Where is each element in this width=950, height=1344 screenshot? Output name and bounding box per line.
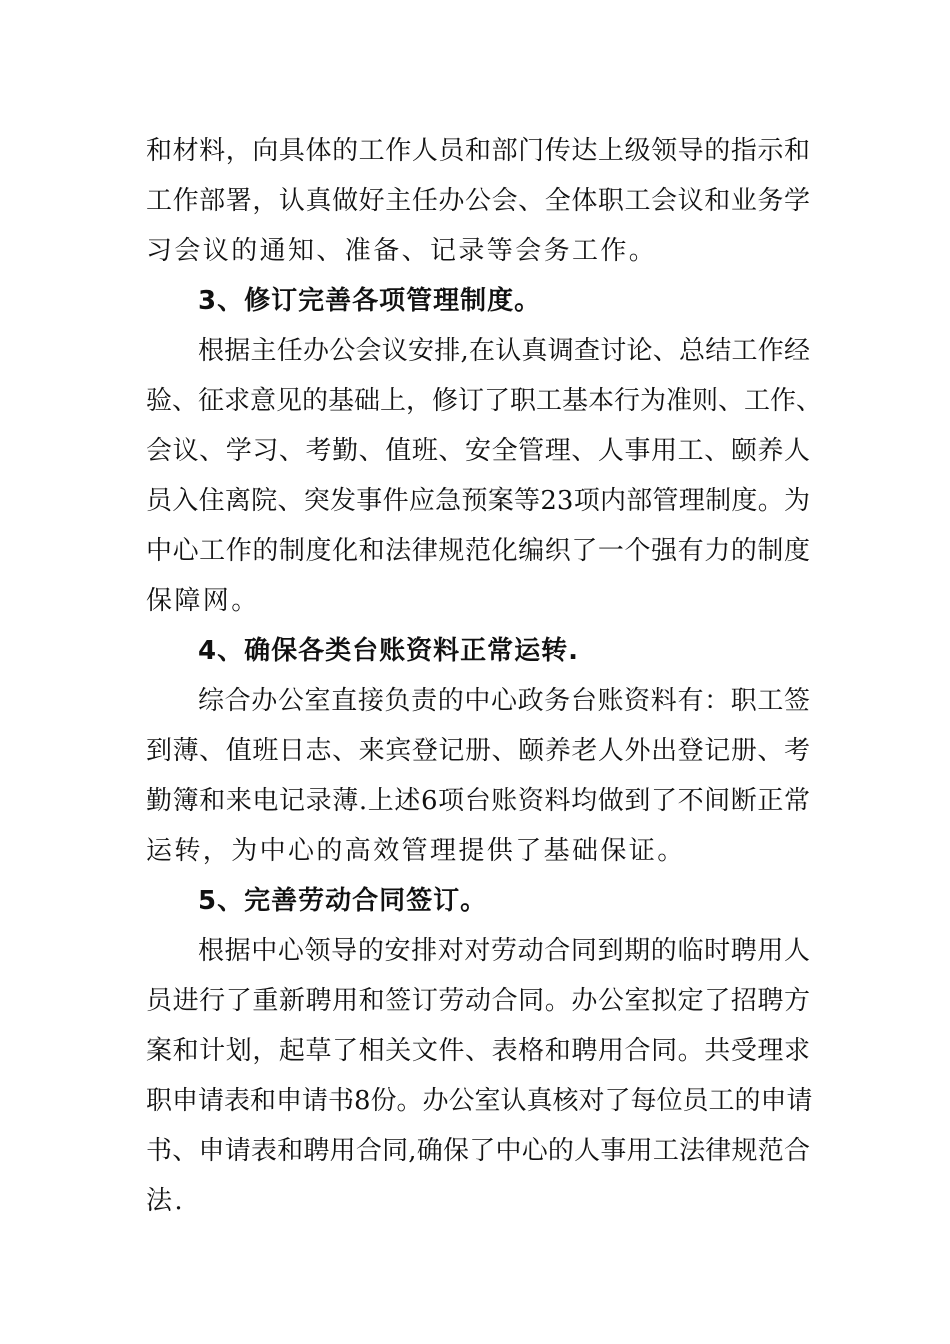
- text-line: 书、申请表和聘用合同,确保了中心的人事用工法律规范合: [146, 1136, 810, 1166]
- section-heading-4: 4、确保各类台账资料正常运转.: [198, 636, 579, 666]
- section-heading-5: 5、完善劳动合同签订。: [198, 886, 488, 916]
- text-line: 员入住离院、突发事件应急预案等23项内部管理制度。为: [146, 486, 810, 516]
- text-line: 验、征求意见的基础上，修订了职工基本行为准则、工作、: [146, 386, 823, 416]
- text-line: 和材料，向具体的工作人员和部门传达上级领导的指示和: [146, 136, 810, 166]
- text-line: 勤簿和来电记录薄.上述6项台账资料均做到了不间断正常: [146, 786, 810, 816]
- text-line: 案和计划，起草了相关文件、表格和聘用合同。共受理求: [146, 1036, 810, 1066]
- paragraph-first-line: 根据主任办公会议安排,在认真调查讨论、总结工作经: [198, 336, 810, 366]
- document-body: [146, 126, 823, 1226]
- text-line: 保障网。: [146, 586, 260, 616]
- section-heading-3: 3、修订完善各项管理制度。: [198, 286, 542, 316]
- text-line: 员进行了重新聘用和签订劳动合同。办公室拟定了招聘方: [146, 986, 810, 1016]
- text-line: 到薄、值班日志、来宾登记册、颐养老人外出登记册、考: [146, 736, 810, 766]
- text-line: 职申请表和申请书8份。办公室认真核对了每位员工的申请: [146, 1086, 813, 1116]
- text-line: 工作部署，认真做好主任办公会、全体职工会议和业务学: [146, 186, 810, 216]
- paragraph-first-line: 根据中心领导的安排对对劳动合同到期的临时聘用人: [198, 936, 810, 966]
- text-line: 会议、学习、考勤、值班、安全管理、人事用工、颐养人: [146, 436, 810, 466]
- text-line: 中心工作的制度化和法律规范化编织了一个强有力的制度: [146, 536, 810, 566]
- text-line: 法.: [146, 1186, 186, 1216]
- text-line: 运转，为中心的高效管理提供了基础保证。: [146, 836, 686, 866]
- text-line: 习会议的通知、准备、记录等会务工作。: [146, 236, 658, 266]
- paragraph-first-line: 综合办公室直接负责的中心政务台账资料有：职工签: [198, 686, 810, 716]
